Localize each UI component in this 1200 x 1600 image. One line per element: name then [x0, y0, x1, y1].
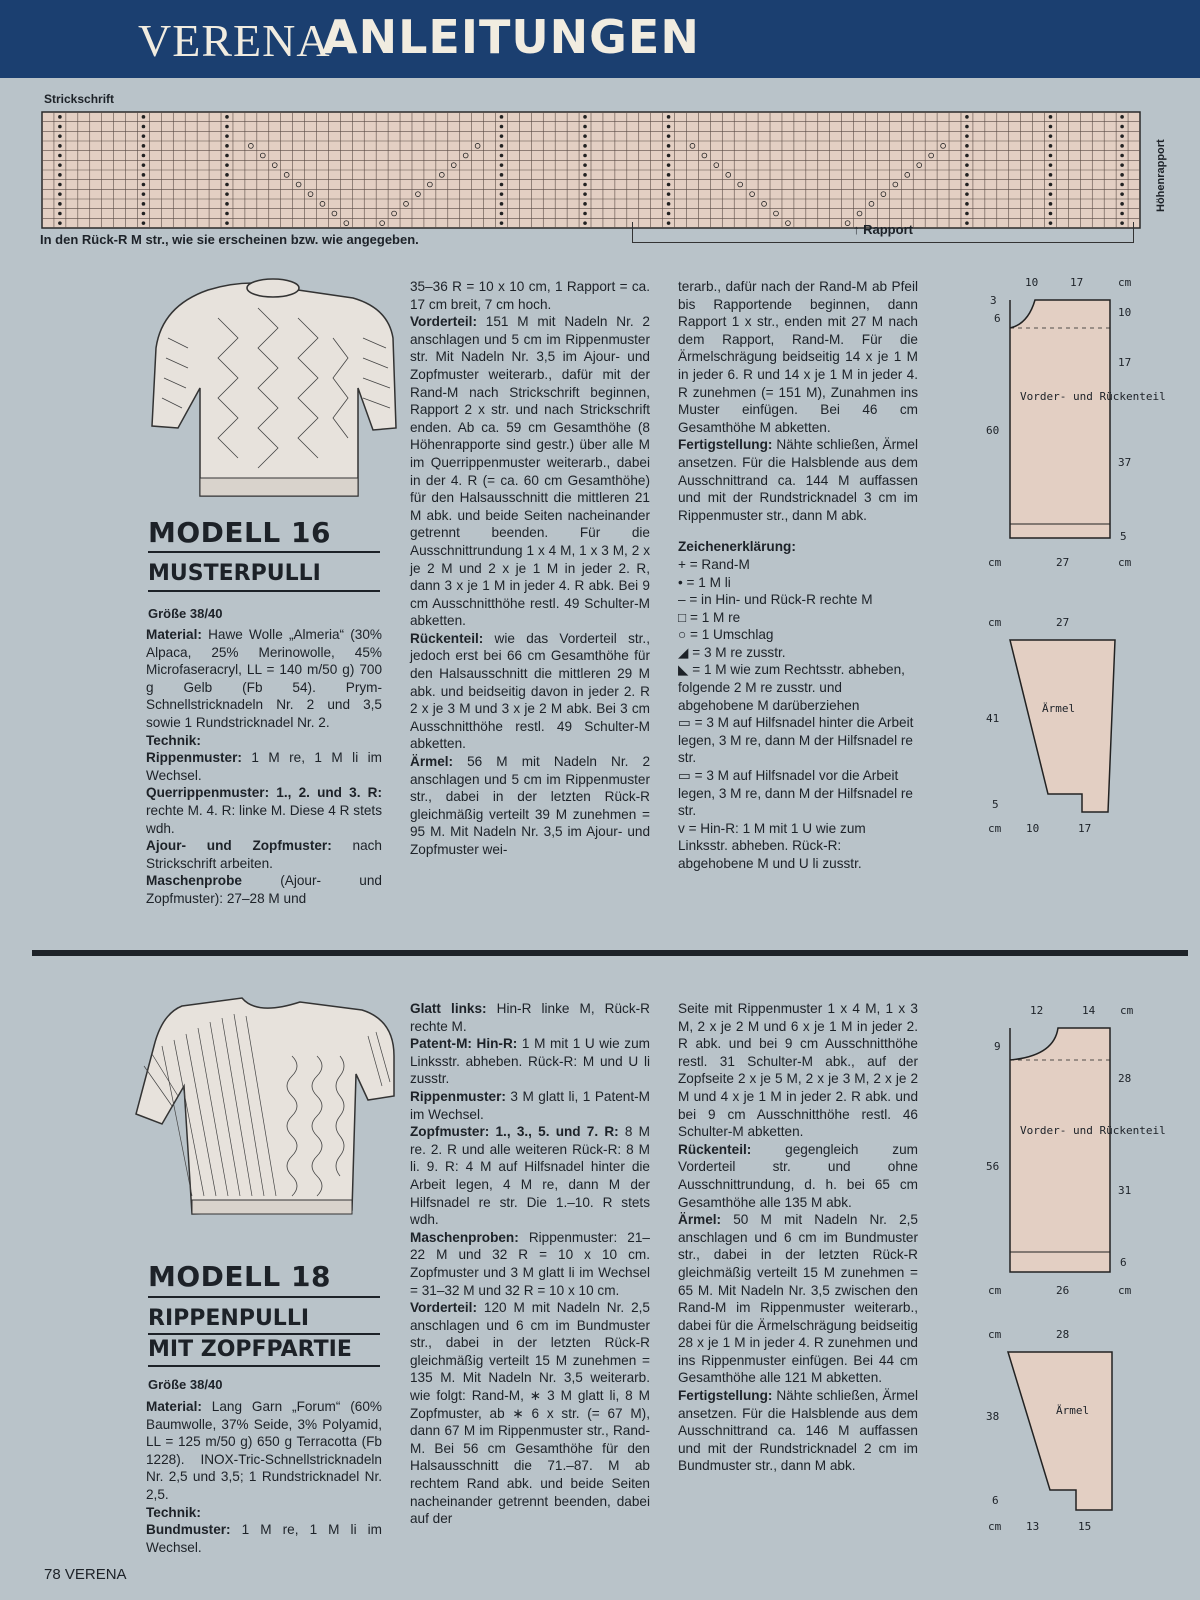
- svg-text:10: 10: [1026, 822, 1040, 835]
- svg-text:cm: cm: [988, 556, 1002, 569]
- svg-text:5: 5: [992, 798, 999, 811]
- svg-text:56: 56: [986, 1160, 1000, 1173]
- legend-item: ◣ = 1 M wie zum Rechtsstr. abheben, folgende 2 M re zusstr. und abgehobene M darüberziehen: [678, 662, 905, 713]
- paragraph: Vorderteil: 120 M mit Nadeln Nr. 2,5 anschlagen und 6 cm im Bundmuster str., dabei in der letzten Rück-R gleichmäßig verteilt 15 M zunehmen = 135 M. Mit Nadeln Nr. 3,5 weiterarb. wie folgt: Rand-M, ∗ 3 M glatt li, 8 M Zopfmuster, ab ∗ 6 x str. (= 67 M), dann 67 M im Rippenmuster str., Rand-M. Bei 56 cm Gesamthöhe für den Halsausschnitt die 71.–87. M ab rechtem Rand abk. und beide Seiten nacheinander getrennt beenden, dabei auf der: [410, 1300, 650, 1527]
- svg-text:cm: cm: [988, 1328, 1002, 1341]
- paragraph: Querrippenmuster: 1., 2. und 3. R: rechte M. 4. R: linke M. Diese 4 R stets wdh.: [146, 785, 382, 836]
- svg-text:cm: cm: [1118, 1284, 1132, 1297]
- model-18-column-1: [146, 1398, 382, 1556]
- paragraph: Bundmuster: 1 M re, 1 M li im Wechsel.: [146, 1522, 382, 1555]
- chart-note: In den Rück-R M str., wie sie erscheinen bzw. wie angegeben.: [40, 232, 419, 247]
- paragraph: Maschenproben: Rippenmuster: 21–22 M und 32 R = 10 x 10 cm. Zopfmuster und 3 M glatt li im Wechsel = 31–32 M und 32 R = 10 x 10 cm.: [410, 1229, 650, 1298]
- model-16-size: Größe 38/40: [148, 606, 223, 621]
- sweater-illustration-16: [148, 278, 398, 510]
- svg-text:cm: cm: [988, 822, 1002, 835]
- paragraph: Technik:: [146, 1504, 201, 1520]
- page-footer: 78 VERENA: [44, 1566, 127, 1583]
- subtitle-rule: [148, 590, 380, 592]
- svg-text:cm: cm: [1120, 1004, 1134, 1017]
- svg-text:27: 27: [1056, 556, 1070, 569]
- schematic-sleeve-18: [970, 1324, 1140, 1540]
- paragraph: Fertigstellung: Nähte schließen, Ärmel ansetzen. Für die Halsblende aus dem Ausschnittrand ca. 146 M auffassen und mit der Rundstricknadel 2 cm im Bundmuster str., dann M abk.: [678, 1388, 918, 1474]
- sweater-illustration-18: [132, 996, 398, 1228]
- legend-item: ▭ = 3 M auf Hilfsnadel hinter die Arbeit legen, 3 M re, dann M der Hilfsnadel re str.: [678, 715, 914, 766]
- paragraph: Technik:: [146, 732, 201, 748]
- knitting-chart: [40, 100, 1142, 232]
- legend-item: ▭ = 3 M auf Hilfsnadel vor die Arbeit legen, 3 M re, dann M der Hilfsnadel re str.: [678, 768, 913, 819]
- model-18-column-2: [410, 1000, 650, 1528]
- paragraph: Rippenmuster: 1 M re, 1 M li im Wechsel.: [146, 750, 382, 783]
- svg-text:60: 60: [986, 424, 1000, 437]
- svg-text:10: 10: [1118, 306, 1132, 319]
- model-18-subtitle-line2: MIT ZOPFPARTIE: [148, 1337, 352, 1362]
- svg-text:6: 6: [1120, 1256, 1127, 1269]
- svg-text:9: 9: [994, 1040, 1001, 1053]
- schematic-body-18: [970, 1004, 1166, 1304]
- subtitle-rule: [148, 1333, 380, 1335]
- svg-text:17: 17: [1118, 356, 1132, 369]
- legend-title: Zeichenerklärung:: [678, 539, 796, 555]
- svg-text:37: 37: [1118, 456, 1132, 469]
- section-title: ANLEITUNGEN: [322, 10, 700, 64]
- legend-item: – = in Hin- und Rück-R rechte M: [678, 592, 873, 608]
- legend-item: □ = 1 M re: [678, 609, 741, 625]
- legend-item: ○ = 1 Umschlag: [678, 627, 774, 643]
- model-16-column-3: [678, 278, 918, 873]
- title-rule: [148, 551, 380, 553]
- model-16-subtitle: MUSTERPULLI: [148, 561, 321, 586]
- rapport-label: ↑ Rapport: [853, 222, 913, 237]
- svg-text:Vorder- und Rückenteil: Vorder- und Rückenteil: [1020, 1124, 1166, 1137]
- svg-text:41: 41: [986, 712, 1000, 725]
- legend-item: + = Rand-M: [678, 556, 750, 572]
- paragraph: Seite mit Rippenmuster 1 x 4 M, 1 x 3 M, 2 x je 2 M und 6 x je 1 M in jeder 2. R abk. und bei 9 cm Ausschnitthöhe restl. 31 Schulter-M abk., auf der Zopfseite 2 x je 5 M, 2 x je 3 M, 2 x je 2 M und 4 x je 1 M in jeder 2. R abk. und bei 9 cm Ausschnitthöhe restl. 46 Schulter-M abketten.: [678, 1001, 918, 1140]
- svg-text:17: 17: [1078, 822, 1092, 835]
- legend: [678, 556, 918, 873]
- paragraph: Ärmel: 56 M mit Nadeln Nr. 2 anschlagen und 5 cm im Rippenmuster str., dabei in der letzten Rück-R gleichmäßig verteilt 39 M zunehmen = 95 M. Mit Nadeln Nr. 3,5 im Ajour- und Zopfmuster wei-: [410, 754, 650, 857]
- model-16-title: MODELL 16: [148, 516, 331, 549]
- svg-text:6: 6: [992, 1494, 999, 1507]
- paragraph: Material: Lang Garn „Forum“ (60% Baumwolle, 37% Seide, 3% Polyamid, LL = 125 m/50 g) 650 g Terracotta (Fb 1228). INOX-Tric-Schnellstricknadeln Nr. 2,5 und 3,5; 1 Rundstricknadel Nr. 2,5.: [146, 1399, 382, 1502]
- legend-item: v = Hin-R: 1 M mit 1 U wie zum Linksstr. abheben. Rück-R: abgehobene M und U li zusstr.: [678, 820, 866, 871]
- rapport-bracket: [632, 222, 1134, 243]
- svg-text:3: 3: [990, 294, 997, 307]
- svg-text:15: 15: [1078, 1520, 1092, 1533]
- svg-text:5: 5: [1120, 530, 1127, 543]
- paragraph: Rückenteil: wie das Vorderteil str., jedoch erst bei 66 cm Gesamthöhe für den Halsausschnitt die mittleren 29 M abk. und beidseitig davon in jeder 2. R 2 x je 3 M und 3 x je 2 M abk. Bei 3 cm Ausschnitthöhe restl. 49 Schulter-M abketten.: [410, 630, 650, 752]
- paragraph: Rückenteil: gegengleich zum Vorderteil str. und ohne Ausschnittrundung, d. h. bei 65 cm Gesamthöhe alle 135 M abk.: [678, 1141, 918, 1210]
- svg-text:cm: cm: [1118, 276, 1132, 289]
- chart-label: Strickschrift: [44, 92, 115, 106]
- paragraph: Maschenprobe (Ajour- und Zopfmuster): 27–28 M und: [146, 873, 382, 906]
- paragraph: Material: Hawe Wolle „Almeria“ (30% Alpaca, 25% Merinowolle, 45% Microfaseracryl, LL = 140 m/50 g) 700 g Gelb (Fb 54). Prym-Schnellstricknadeln Nr. 2 und 3,5 sowie 1 Rundstricknadel Nr. 2.: [146, 627, 382, 730]
- svg-text:12: 12: [1030, 1004, 1044, 1017]
- model-18-title: MODELL 18: [148, 1260, 331, 1293]
- paragraph: terarb., dafür nach der Rand-M ab Pfeil bis Rapportende beginnen, dann Rapport 1 x str., enden mit 27 M nach dem Rapport, Rand-M. Für die Ärmelschrägung beidseitig 14 x je 1 M in jeder 6. R und 14 x je 1 M in jeder 4. R zunehmen (= 151 M), Zunahmen ins Muster einfügen. Bei 46 cm Gesamthöhe M abketten.: [678, 279, 918, 435]
- brand-logo: VERENA: [138, 15, 331, 66]
- svg-text:Ärmel: Ärmel: [1042, 702, 1076, 715]
- paragraph: Rippenmuster: 3 M glatt li, 1 Patent-M im Wechsel.: [410, 1088, 650, 1122]
- model-16-column-2: [410, 278, 650, 859]
- svg-text:17: 17: [1070, 276, 1084, 289]
- svg-text:cm: cm: [988, 1520, 1002, 1533]
- paragraph: 35–36 R = 10 x 10 cm, 1 Rapport = ca. 17 cm breit, 7 cm hoch.: [410, 279, 650, 312]
- diagram-label: Vorder- und Rückenteil: [1020, 390, 1166, 403]
- model-18-size: Größe 38/40: [148, 1377, 223, 1392]
- svg-text:14: 14: [1082, 1004, 1096, 1017]
- svg-text:10: 10: [1025, 276, 1039, 289]
- schematic-body-16: [970, 276, 1166, 586]
- svg-text:27: 27: [1056, 616, 1070, 629]
- title-rule: [148, 1296, 380, 1298]
- svg-text:cm: cm: [1118, 556, 1132, 569]
- svg-text:38: 38: [986, 1410, 1000, 1423]
- model-18-subtitle-line1: RIPPENPULLI: [148, 1306, 310, 1331]
- schematic-sleeve-16: [970, 612, 1140, 842]
- svg-text:28: 28: [1056, 1328, 1070, 1341]
- paragraph: Glatt links: Hin-R linke M, Rück-R rechte M.: [410, 1001, 650, 1034]
- svg-text:cm: cm: [988, 616, 1002, 629]
- paragraph: Patent-M: Hin-R: 1 M mit 1 U wie zum Linksstr. abheben. Rück-R: M und U li zusstr.: [410, 1036, 650, 1087]
- legend-item: ◢ = 3 M re zusstr.: [678, 644, 786, 660]
- subtitle-rule: [148, 1365, 380, 1367]
- svg-text:13: 13: [1026, 1520, 1040, 1533]
- section-divider: [32, 950, 1188, 956]
- svg-text:6: 6: [994, 312, 1001, 325]
- hoehenrapport-label: Höhenrapport: [1155, 139, 1167, 212]
- paragraph: Ärmel: 50 M mit Nadeln Nr. 2,5 anschlagen und 6 cm im Bundmuster str., dabei in der letzten Rück-R gleichmäßig verteilt 15 M zunehmen = 65 M. Mit Nadeln Nr. 3,5 zwischen den Rand-M im Rippenmuster weiterarb., dabei für die Ärmelschrägung beidseitig 28 x je 1 M in jeder 4. R zunehmen und ins Rippenmuster einfügen. Bei 44 cm Gesamthöhe alle 121 M abketten.: [678, 1212, 918, 1386]
- paragraph: Fertigstellung: Nähte schließen, Ärmel ansetzen. Für die Halsblende aus dem Ausschnittrand ca. 144 M auffassen und mit der Rundstricknadel 3 cm im Rippenmuster str., dann M abk.: [678, 437, 918, 523]
- paragraph: Vorderteil: 151 M mit Nadeln Nr. 2 anschlagen und 5 cm im Rippenmuster str. Mit Nadeln Nr. 3,5 im Ajour- und Zopfmuster weiterarb., dafür mit der Rand-M nach Strickschrift beginnen, Rapport 2 x str. und nach Strickschrift enden. Ab ca. 59 cm Gesamthöhe (8 Höhenrapporte sind gestr.) über alle M im Querrippenmuster weiterarb., dabei in der 4. R (= ca. 60 cm Gesamthöhe) für den Halsausschnitt die mittleren 21 M abk. und beide Seiten nacheinander getrennt beenden. Für die Ausschnittrundung 1 x 4 M, 1 x 3 M, 2 x je 2 M und 2 x je 1 M in jeder 2. R, dann 3 x je 1 M in jeder 4. R abk. Bei 9 cm Ausschnitthöhe restl. 49 Schulter-M abketten.: [410, 314, 650, 629]
- paragraph: Zopfmuster: 1., 3., 5. und 7. R: 8 M re. 2. R und alle weiteren Rück-R: 8 M li. 9. R: 4 M auf Hilfsnadel hinter die Arbeit legen, 4 M re, dann M der Hilfsnadel re str. Die 1.–10. R stets wdh.: [410, 1124, 651, 1228]
- model-18-column-3: [678, 1000, 918, 1475]
- paragraph: Ajour- und Zopfmuster: nach Strickschrift arbeiten.: [146, 838, 382, 871]
- svg-text:Ärmel: Ärmel: [1056, 1404, 1090, 1417]
- svg-text:26: 26: [1056, 1284, 1070, 1297]
- svg-text:31: 31: [1118, 1184, 1132, 1197]
- svg-text:28: 28: [1118, 1072, 1132, 1085]
- svg-text:cm: cm: [988, 1284, 1002, 1297]
- legend-item: • = 1 M li: [678, 574, 731, 590]
- model-16-column-1: [146, 626, 382, 908]
- magazine-header: [0, 0, 1200, 78]
